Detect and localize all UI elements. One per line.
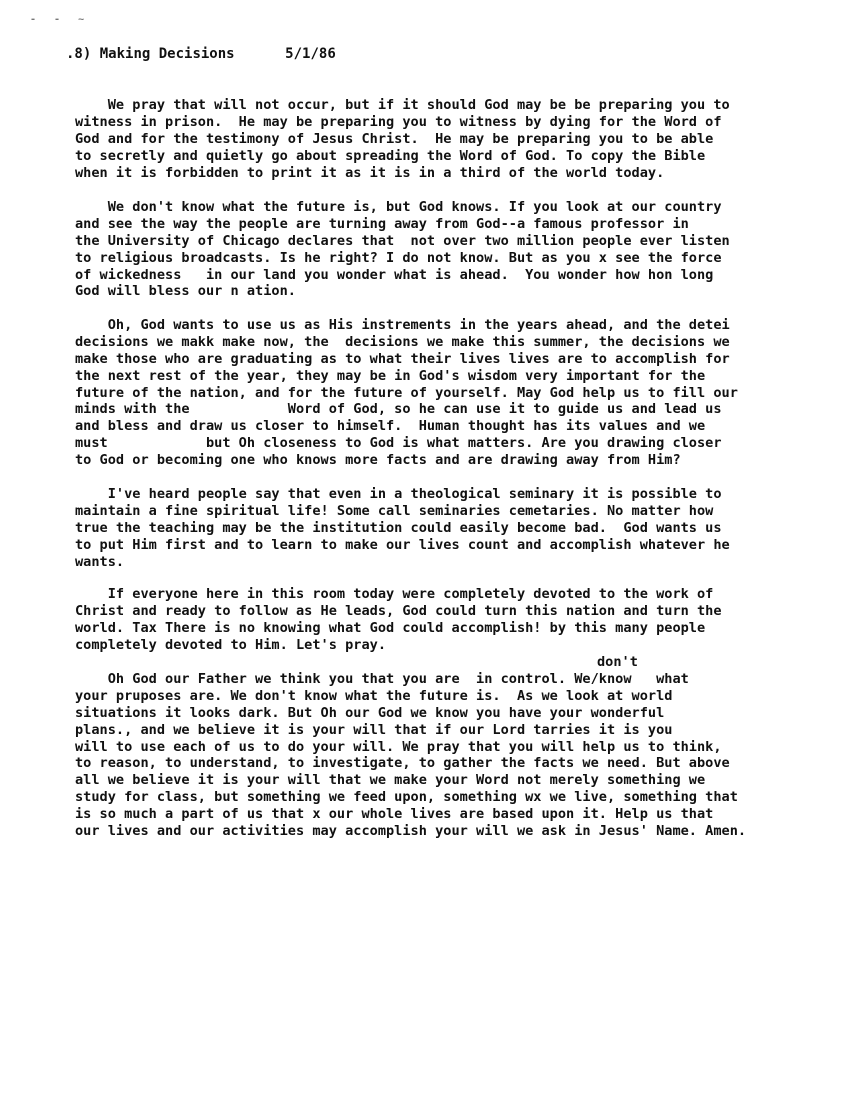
text-line: to secretly and quietly go about spreading the Word of God. To copy the Bible <box>75 147 706 164</box>
text-line: world. Tax There is no knowing what God could accomplish! by this many people <box>75 619 706 636</box>
text-line: the next rest of the year, they may be in God's wisdom very important for the <box>75 367 706 384</box>
text-line: to put Him first and to learn to make our lives count and accomplish whatever he <box>75 536 730 553</box>
paragraph-3 <box>75 317 775 469</box>
text-line: is so much a part of us that x our whole lives are based upon it. Help us that <box>75 806 714 823</box>
text-line: of wickedness in our land you wonder what is ahead. You wonder how hon long <box>75 266 714 283</box>
paragraph-1 <box>75 97 775 181</box>
text-line: must but Oh closeness to God is what matters. Are you drawing closer <box>75 435 722 452</box>
text-line: will to use each of us to do your will. We pray that you will help us to think, <box>75 738 722 755</box>
text-line: study for class, but something we feed upon, something wx we live, something that <box>75 789 738 806</box>
paragraph-5 <box>75 586 775 654</box>
interlinear-note: don't <box>597 654 638 670</box>
text-line: our lives and our activities may accomplish your will we ask in Jesus' Name. Amen. <box>75 823 747 840</box>
text-line: when it is forbidden to print it as it is in a third of the world today. <box>75 164 665 181</box>
corner-marks: - - ~ <box>30 14 91 25</box>
text-line: decisions we makk make now, the decisions we make this summer, the decisions we <box>75 333 730 350</box>
text-line: the University of Chicago declares that not over two million people ever listen <box>75 232 730 249</box>
text-line: and bless and draw us closer to himself. Human thought has its values and we <box>75 418 706 435</box>
document-header <box>66 46 336 62</box>
text-line: make those who are graduating as to what their lives lives are to accomplish for <box>75 350 730 367</box>
text-line: completely devoted to Him. Let's pray. <box>75 636 386 653</box>
section-number: .8) <box>66 46 92 62</box>
text-line: and see the way the people are turning away from God--a famous professor in <box>75 215 689 232</box>
paragraph-6 <box>75 671 775 840</box>
text-line: maintain a fine spiritual life! Some call seminaries cemetaries. No matter how <box>75 502 714 519</box>
text-line: I've heard people say that even in a theological seminary it is possible to <box>75 486 722 502</box>
text-line: God and for the testimony of Jesus Christ. He may be preparing you to be able <box>75 130 714 147</box>
text-line: wants. <box>75 553 125 570</box>
text-line: minds with the Word of God, so he can use it to guide us and lead us <box>75 401 722 418</box>
text-line: future of the nation, and for the future of yourself. May God help us to fill our <box>75 384 738 401</box>
text-line: situations it looks dark. But Oh our God we know you have your wonderful <box>75 704 665 721</box>
text-line: God will bless our n ation. <box>75 283 296 300</box>
text-line: We pray that will not occur, but if it should God may be be preparing you to <box>75 97 730 113</box>
text-line: your pruposes are. We don't know what the future is. As we look at world <box>75 687 673 704</box>
text-line: Oh, God wants to use us as His instrements in the years ahead, and the detei <box>75 317 730 333</box>
text-line: true the teaching may be the institution could easily become bad. God wants us <box>75 519 722 536</box>
text-line: Oh God our Father we think you that you are in control. We/know what <box>75 671 689 687</box>
text-line: to reason, to understand, to investigate, to gather the facts we need. But above <box>75 755 730 772</box>
text-line: plans., and we believe it is your will that if our Lord tarries it is you <box>75 721 673 738</box>
text-line: Christ and ready to follow as He leads, God could turn this nation and turn the <box>75 602 722 619</box>
text-line: to God or becoming one who knows more facts and are drawing away from Him? <box>75 452 681 469</box>
paragraph-2 <box>75 199 775 300</box>
text-line: If everyone here in this room today were completely devoted to the work of <box>75 586 714 602</box>
text-line: to religious broadcasts. Is he right? I do not know. But as you x see the force <box>75 249 722 266</box>
text-line: We don't know what the future is, but God knows. If you look at our country <box>75 199 722 215</box>
paragraph-4 <box>75 486 775 570</box>
document-date: 5/1/86 <box>285 46 336 62</box>
text-line: witness in prison. He may be preparing you to witness by dying for the Word of <box>75 113 722 130</box>
text-line: all we believe it is your will that we make your Word not merely something we <box>75 772 706 789</box>
document-title: Making Decisions <box>99 46 235 62</box>
